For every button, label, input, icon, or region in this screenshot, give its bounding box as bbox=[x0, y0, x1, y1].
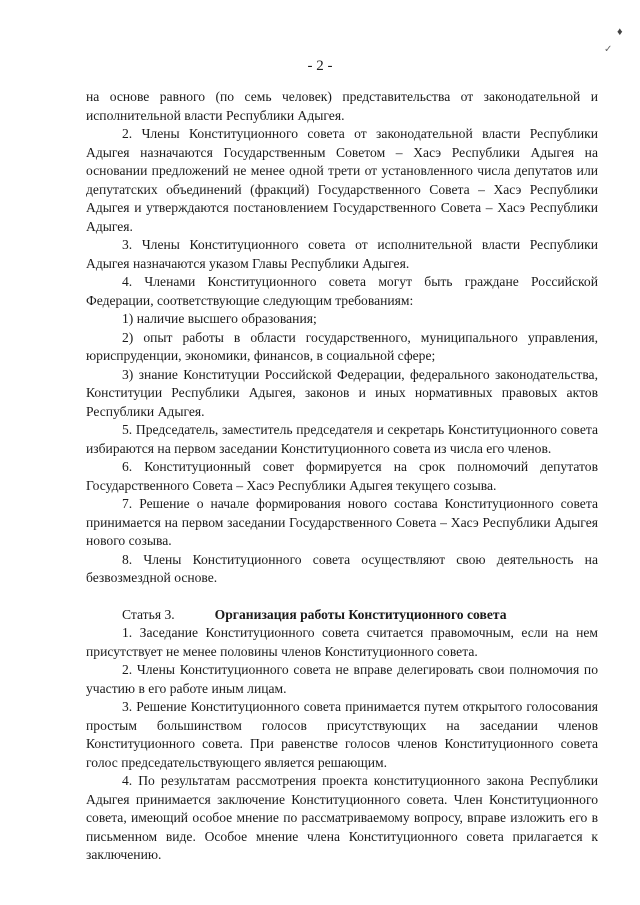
section-gap bbox=[86, 588, 598, 606]
paragraph: 5. Председатель, заместитель председателя и секретарь Конституционного совета избираются на первом заседании Конституционного совета из числа его членов. bbox=[86, 422, 598, 456]
paragraph: на основе равного (по семь человек) представительства от законодательной и исполнительной власти Республики Адыгея. bbox=[86, 89, 598, 123]
document-body bbox=[86, 88, 598, 865]
paragraph: 6. Конституционный совет формируется на срок полномочий депутатов Государственного Совета – Хасэ Республики Адыгея текущего созыва. bbox=[86, 459, 598, 493]
paragraph: 1) наличие высшего образования; bbox=[122, 311, 317, 326]
page-number: - 2 - bbox=[307, 58, 333, 74]
paragraph: 8. Члены Конституционного совета осуществляют свою деятельность на безвозмездной основе. bbox=[86, 551, 598, 585]
paragraph: 3) знание Конституции Российской Федерации, федерального законодательства, Конституции Республики Адыгея, законов и иных нормативных правовых актов Республики Адыгея. bbox=[86, 366, 598, 419]
paragraph: 4. Членами Конституционного совета могут быть граждане Российской Федерации, соответствующие следующим требованиям: bbox=[86, 274, 598, 308]
paragraph: 3. Члены Конституционного совета от исполнительной власти Республики Адыгея назначаются указом Главы Республики Адыгея. bbox=[86, 237, 598, 271]
paragraphs-section-2 bbox=[86, 88, 598, 588]
paragraph: 7. Решение о начале формирования нового состава Конституционного совета принимается на первом заседании Государственного Совета – Хасэ Республики Адыгея нового созыва. bbox=[86, 496, 598, 548]
article-title: Организация работы Конституционного совета bbox=[214, 606, 507, 622]
paragraph: 4. По результатам рассмотрения проекта конституционного закона Республики Адыгея принимается заключение Конституционного совета. Член Конституционного совета, имеющий особое мнение по рассматриваемому вопросу, вправе изложить его в письменном виде. Особое мнение члена Конституционного совета прилагается к заключению. bbox=[86, 773, 598, 862]
paragraph: 3. Решение Конституционного совета принимается путем открытого голосования простым большинством голосов присутствующих на заседании членов Конституционного совета. При равенстве голосов членов Конституционного совета голос председательствующего является решающим. bbox=[86, 699, 598, 770]
corner-mark-top: ♦ bbox=[617, 26, 623, 38]
paragraph: 2. Члены Конституционного совета от законодательной власти Республики Адыгея назначаются Государственным Советом – Хасэ Республики Адыгея на основании предложений не менее одной трети от установленного числа депутатов или депутатских объединений (фракций) Государственного Совета – Хасэ Республики Адыгея и утверждаются постановлением Государственного Совета – Хасэ Республики Адыгея. bbox=[86, 126, 598, 234]
corner-mark-bottom: ✓ bbox=[604, 44, 613, 55]
paragraph: 2) опыт работы в области государственного, муниципального управления, юриспруденции, экономики, финансов, в социальной сфере; bbox=[86, 329, 598, 363]
paragraphs-section-3 bbox=[86, 624, 598, 865]
article-number: Статья 3. bbox=[122, 606, 175, 622]
paragraph: 2. Члены Конституционного совета не вправе делегировать свои полномочия по участию в его работе иным лицам. bbox=[86, 662, 598, 696]
article-heading bbox=[86, 606, 598, 625]
paragraph: 1. Заседание Конституционного совета считается правомочным, если на нем присутствует не менее половины членов Конституционного совета. bbox=[86, 625, 598, 659]
